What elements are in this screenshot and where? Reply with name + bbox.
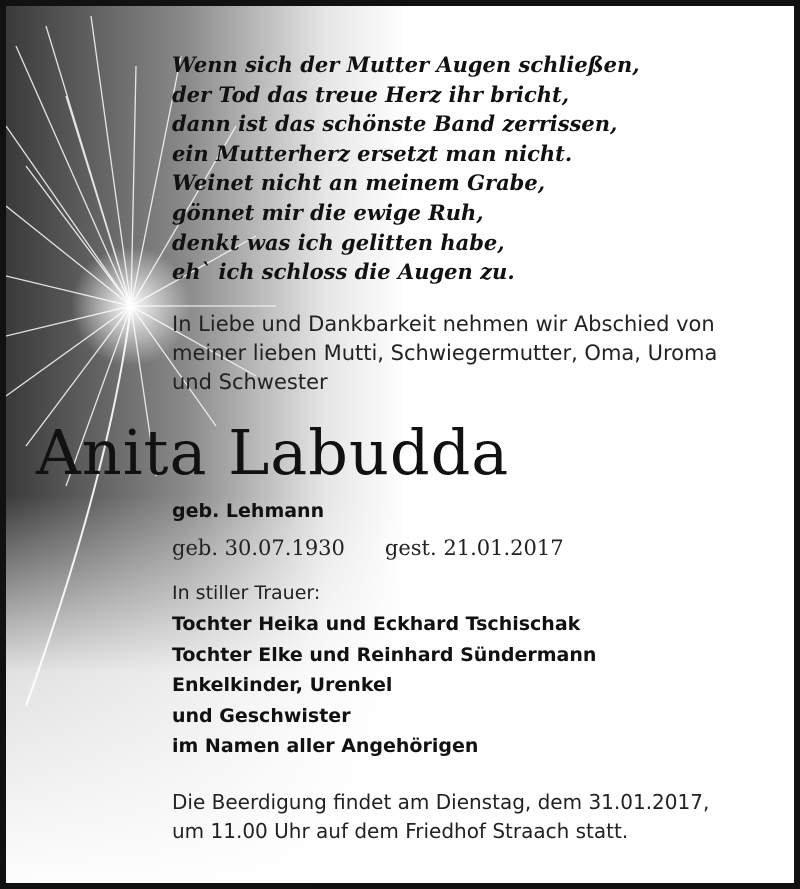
intro-line: In Liebe und Dankbarkeit nehmen wir Abschied von bbox=[172, 312, 715, 336]
poem-line: der Tod das treue Herz ihr bricht, bbox=[172, 81, 570, 107]
deceased-name: Anita Labudda bbox=[36, 416, 510, 489]
funeral-line: Die Beerdigung findet am Dienstag, dem 31.01.2017, bbox=[172, 790, 710, 814]
poem-line: eh` ich schloss die Augen zu. bbox=[172, 259, 515, 285]
mourning-label: In stiller Trauer: bbox=[172, 582, 321, 604]
poem-line: denkt was ich gelitten habe, bbox=[172, 229, 505, 255]
death-date: gest. 21.01.2017 bbox=[384, 536, 564, 560]
obituary-content bbox=[6, 6, 794, 883]
life-dates bbox=[172, 534, 564, 562]
mourner: und Geschwister bbox=[172, 704, 351, 727]
poem-line: dann ist das schönste Band zerrissen, bbox=[172, 111, 618, 137]
mourner: Tochter Elke und Reinhard Sündermann bbox=[172, 643, 597, 666]
birth-date: geb. 30.07.1930 bbox=[172, 536, 345, 560]
poem-line: Weinet nicht an meinem Grabe, bbox=[172, 170, 546, 196]
funeral-notice bbox=[172, 788, 709, 846]
poem bbox=[172, 50, 640, 287]
mourner: Enkelkinder, Urenkel bbox=[172, 674, 393, 696]
mourner: Tochter Heika und Eckhard Tschischak bbox=[172, 613, 581, 635]
farewell-intro bbox=[172, 310, 717, 397]
poem-line: Wenn sich der Mutter Augen schließen, bbox=[172, 52, 640, 77]
mourner: im Namen aller Angehörigen bbox=[172, 735, 479, 757]
poem-line: ein Mutterherz ersetzt man nicht. bbox=[172, 140, 573, 166]
birth-name: geb. Lehmann bbox=[172, 500, 325, 522]
intro-line: und Schwester bbox=[172, 370, 328, 394]
poem-line: gönnet mir die ewige Ruh, bbox=[172, 199, 484, 225]
intro-line: meiner lieben Mutti, Schwiegermutter, Oma, Uroma bbox=[172, 341, 718, 365]
mourners-list bbox=[172, 609, 596, 762]
funeral-line: um 11.00 Uhr auf dem Friedhof Straach statt. bbox=[172, 819, 629, 843]
